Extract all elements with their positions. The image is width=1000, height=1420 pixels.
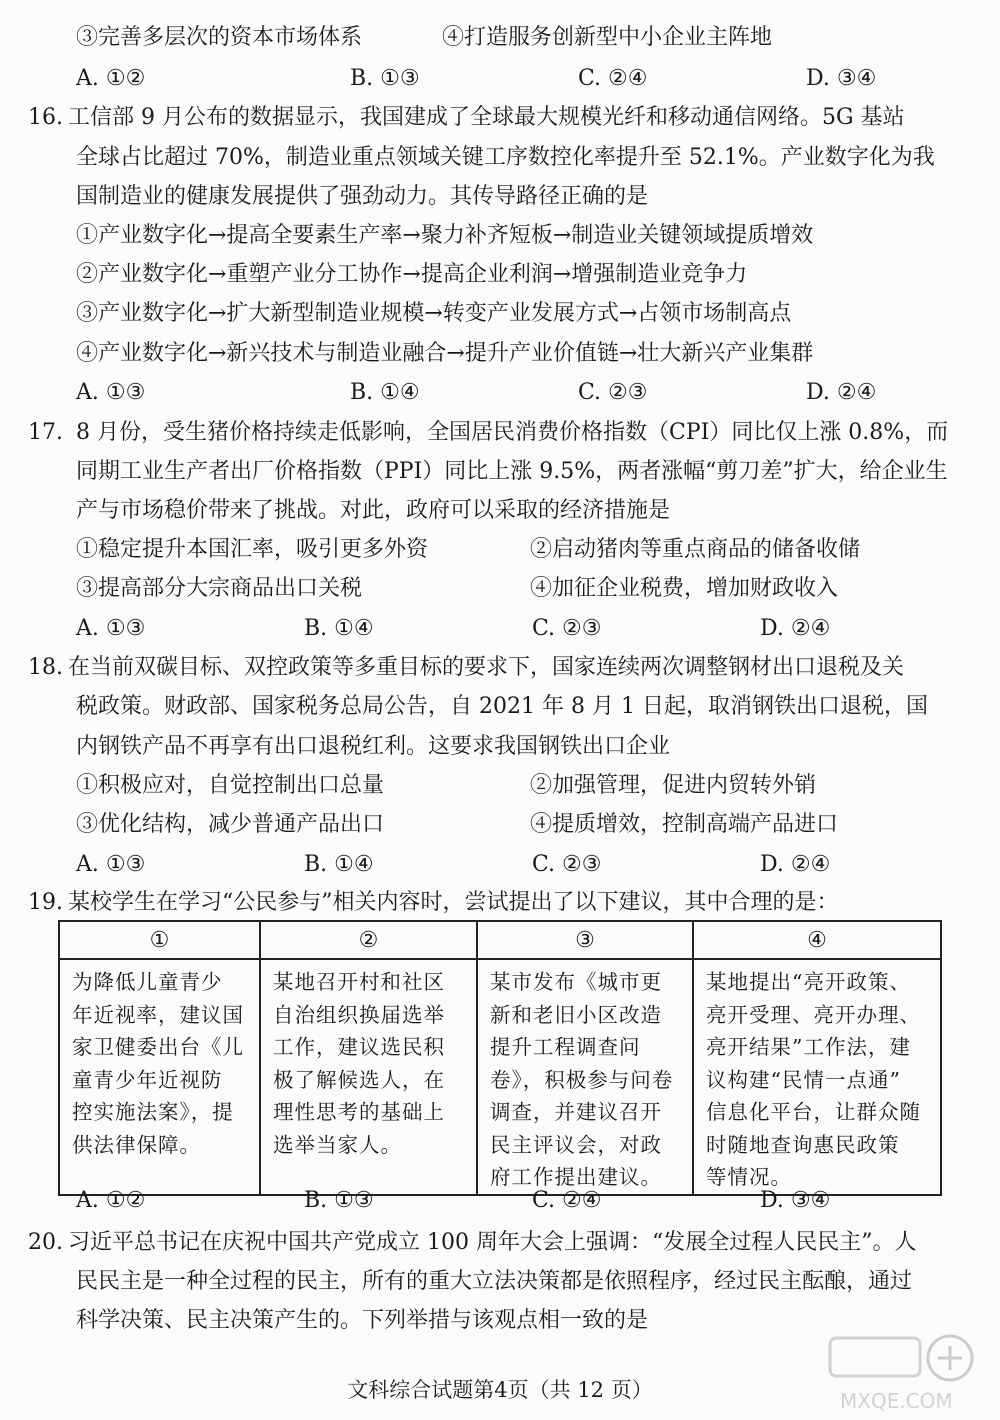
q16-option-c: C. ②③ — [578, 380, 648, 405]
question-number: 19. — [28, 890, 63, 915]
q17-stem-line: 产与市场稳价带来了挑战。对此，政府可以采取的经济措施是 — [76, 498, 671, 523]
q17-item-3: ③提高部分大宗商品出口关税 — [76, 576, 363, 601]
table-cell: 某地提出“亮开政策、 亮开受理、亮开办理、 亮开结果”工作法，建 议构建“民情一点通” 信息化平台，让群众随 时随地查询惠民政策 等情况。 — [693, 959, 941, 1195]
q19-option-b: B. ①③ — [304, 1188, 374, 1213]
q18-stem-line: 在当前双碳目标、双控政策等多重目标的要求下，国家连续两次调整钢材出口退税及关 — [68, 655, 905, 680]
q16-item-2: ②产业数字化→重塑产业分工协作→提高企业利润→增强制造业竞争力 — [76, 262, 748, 287]
q16-option-a: A. ①③ — [76, 380, 146, 405]
q15-option-b: B. ①③ — [350, 66, 420, 91]
table-cell: 为降低儿童青少 年近视率，建议国 家卫健委出台《儿 童青少年近视防 控实施法案》，提 供法律保障。 — [59, 959, 260, 1195]
q19-stem: 某校学生在学习“公民参与”相关内容时，尝试提出了以下建议，其中合理的是： — [68, 890, 839, 915]
q17-item-1: ①稳定提升本国汇率，吸引更多外资 — [76, 537, 429, 562]
q19-option-a: A. ①② — [76, 1188, 146, 1213]
q16-item-3: ③产业数字化→扩大新型制造业规模→转变产业发展方式→占领市场制高点 — [76, 301, 792, 326]
q17-option-a: A. ①③ — [76, 616, 146, 641]
q19-suggestion-table — [58, 920, 942, 1196]
q20-stem-line: 科学决策、民主决策产生的。下列举措与该观点相一致的是 — [76, 1308, 649, 1333]
q15-item-4: ④打造服务创新型中小企业主阵地 — [442, 25, 773, 50]
question-number: 18. — [28, 655, 63, 680]
q16-stem-line: 工信部 9 月公布的数据显示，我国建成了全球最大规模光纤和移动通信网络。5G 基站 — [68, 105, 905, 130]
q15-option-d: D. ③④ — [806, 66, 877, 91]
q20-stem-line: 民民主是一种全过程的民主，所有的重大立法决策都是依照程序，经过民主酝酿，通过 — [76, 1269, 913, 1294]
q16-option-b: B. ①④ — [350, 380, 420, 405]
q19-option-c: C. ②④ — [532, 1188, 602, 1213]
table-cell: 某地召开村和社区 自治组织换届选举 工作，建议选民积 极了解候选人，在 理性思考的基础上 选举当家人。 — [260, 959, 477, 1195]
q16-option-d: D. ②④ — [806, 380, 877, 405]
q15-item-3: ③完善多层次的资本市场体系 — [76, 25, 363, 50]
q18-option-d: D. ②④ — [760, 852, 831, 877]
q16-item-1: ①产业数字化→提高全要素生产率→聚力补齐短板→制造业关键领域提质增效 — [76, 223, 814, 248]
q18-item-2: ②加强管理，促进内贸转外销 — [530, 773, 817, 798]
q18-stem-line: 税政策。财政部、国家税务总局公告，自 2021 年 8 月 1 日起，取消钢铁出口退税，国 — [76, 694, 928, 719]
q17-option-d: D. ②④ — [760, 616, 831, 641]
svg-text:MXQE.COM: MXQE.COM — [840, 1389, 953, 1413]
watermark-logo — [820, 1328, 980, 1418]
q18-option-a: A. ①③ — [76, 852, 146, 877]
page-footer: 文科综合试题第4页（共 12 页） — [347, 1378, 653, 1402]
table-header: ④ — [693, 921, 941, 959]
q17-option-c: C. ②③ — [532, 616, 602, 641]
q17-stem-line: 同期工业生产者出厂价格指数（PPI）同比上涨 9.5%，两者涨幅“剪刀差”扩大，给企业生 — [76, 459, 948, 484]
q17-stem-line: 8 月份，受生猪价格持续走低影响，全国居民消费价格指数（CPI）同比仅上涨 0.8%，而 — [76, 420, 949, 445]
q16-stem-line: 全球占比超过 70%，制造业重点领域关键工序数控化率提升至 52.1%。产业数字化为我 — [76, 145, 935, 170]
q20-stem-line: 习近平总书记在庆祝中国共产党成立 100 周年大会上强调：“发展全过程人民民主”。人 — [68, 1230, 917, 1255]
table-header: ① — [59, 921, 260, 959]
question-number: 17. — [28, 420, 63, 445]
q19-option-d: D. ③④ — [760, 1188, 831, 1213]
q18-item-4: ④提质增效，控制高端产品进口 — [530, 812, 839, 837]
q17-item-2: ②启动猪肉等重点商品的储备收储 — [530, 537, 861, 562]
q16-item-4: ④产业数字化→新兴技术与制造业融合→提升产业价值链→壮大新兴产业集群 — [76, 341, 814, 366]
q18-stem-line: 内钢铁产品不再享有出口退税红利。这要求我国钢铁出口企业 — [76, 734, 671, 759]
question-number: 20. — [28, 1230, 63, 1255]
q18-option-c: C. ②③ — [532, 852, 602, 877]
q18-item-1: ①积极应对，自觉控制出口总量 — [76, 773, 385, 798]
table-cell: 某市发布《城市更 新和老旧小区改造 提升工程调查问 卷》，积极参与问卷 调查，并建议召开 民主评议会，对政 府工作提出建议。 — [477, 959, 693, 1195]
q16-stem-line: 国制造业的健康发展提供了强劲动力。其传导路径正确的是 — [76, 184, 649, 209]
question-number: 16. — [28, 105, 63, 130]
table-header: ③ — [477, 921, 693, 959]
q15-option-c: C. ②④ — [578, 66, 648, 91]
q15-option-a: A. ①② — [76, 66, 146, 91]
q17-item-4: ④加征企业税费，增加财政收入 — [530, 576, 839, 601]
table-header: ② — [260, 921, 477, 959]
q18-option-b: B. ①④ — [304, 852, 374, 877]
q18-item-3: ③优化结构，减少普通产品出口 — [76, 812, 385, 837]
q17-option-b: B. ①④ — [304, 616, 374, 641]
